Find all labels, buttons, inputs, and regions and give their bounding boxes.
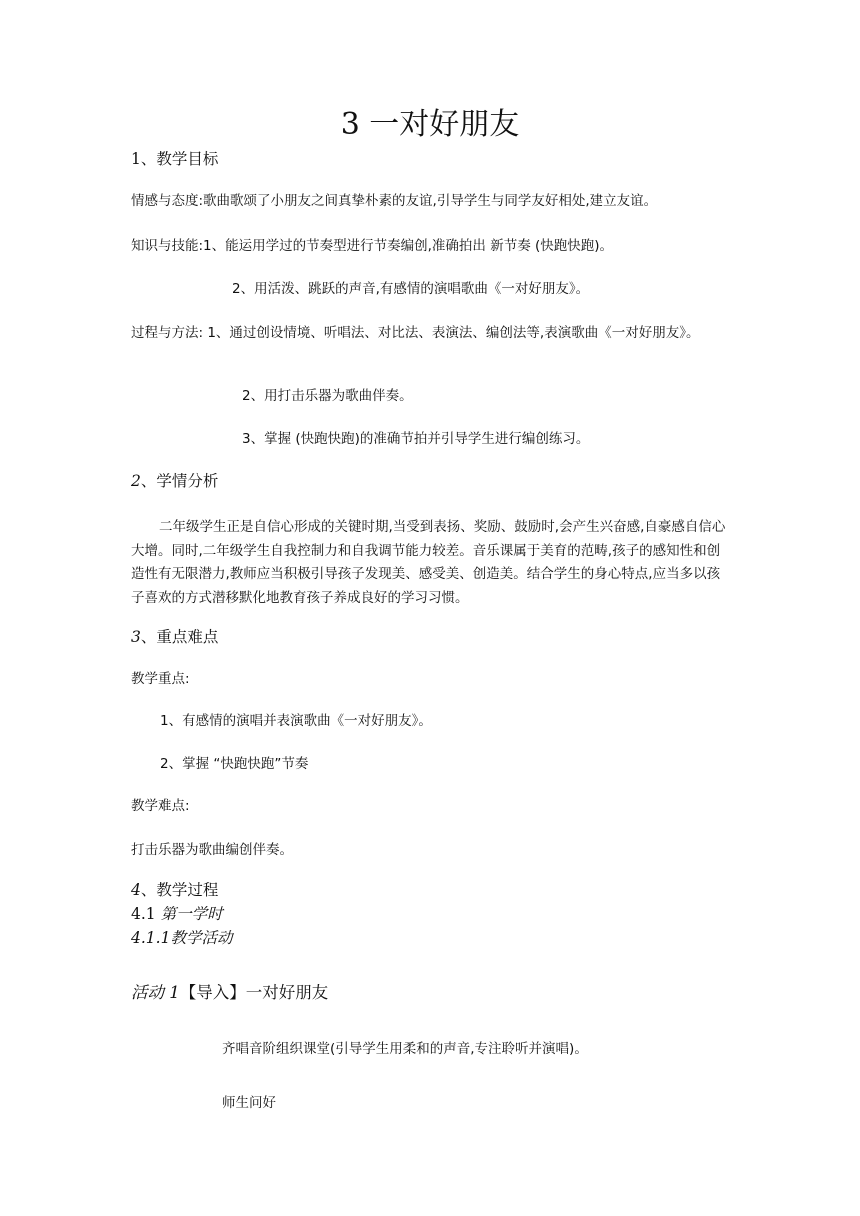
key-points-label: 教学重点: [131,671,190,687]
subsection-heading-activities [131,929,232,948]
section-heading-key-points [131,628,218,647]
subsection-heading-lesson-1 [131,905,223,924]
activity-line-2: 师生问好 [222,1095,276,1111]
subsection-text: 教学活动 [170,929,233,947]
section-heading-analysis [131,472,218,491]
subsection-number: 4.1 [131,905,161,923]
objective-method-3: 3、掌握 (快跑快跑)的准确节拍并引导学生进行编创练习。 [242,431,590,447]
activity-heading [131,983,328,1003]
heading-text: 、教学过程 [140,881,219,899]
heading-text: 、重点难点 [140,628,219,646]
key-point-2: 2、掌握 “快跑快跑”节奏 [160,756,309,772]
heading-number: 4 [131,881,141,899]
heading-number: 2 [131,472,141,490]
activity-title: 【导入】一对好朋友 [179,983,329,1002]
key-point-1: 1、有感情的演唱并表演歌曲《一对好朋友》。 [160,713,432,729]
section-heading-process [131,881,218,900]
heading-number: 3 [131,628,141,646]
difficulty-label: 教学难点: [131,798,190,814]
objective-method-1: 过程与方法: 1、通过创设情境、听唱法、对比法、表演法、编创法等,表演歌曲《一对好朋友》。 [131,325,700,341]
page-title: 3 一对好朋友 [340,107,520,142]
subsection-text: 第一学时 [160,905,223,923]
section-heading-objectives: 1、教学目标 [131,150,219,168]
difficulty-1: 打击乐器为歌曲编创伴奏。 [131,842,293,858]
objective-method-2: 2、用打击乐器为歌曲伴奏。 [242,388,413,404]
objective-skill-2: 2、用活泼、跳跃的声音,有感情的演唱歌曲《一对好朋友》。 [232,281,590,297]
objective-skill-1: 知识与技能:1、能运用学过的节奏型进行节奏编创,准确拍出 新节奏 (快跑快跑)。 [131,238,614,254]
activity-line-1: 齐唱音阶组织课堂(引导学生用柔和的声音,专注聆听并演唱)。 [222,1041,588,1057]
subsection-number: 4.1.1 [131,929,171,947]
activity-number: 活动 1 [131,983,180,1002]
heading-text: 、学情分析 [140,472,219,490]
objective-attitude: 情感与态度:歌曲歌颂了小朋友之间真挚朴素的友谊,引导学生与同学友好相处,建立友谊。 [131,193,658,209]
analysis-body: 二年级学生正是自信心形成的关键时期,当受到表扬、奖励、鼓励时,会产生兴奋感,自豪感自信心大增。同时,二年级学生自我控制力和自我调节能力较差。音乐课属于美育的范畴,孩子的感知性和创造性有无限潜力,教师应当积极引导孩子发现美、感受美、创造美。结合学生的身心特点,应当多以孩子喜欢的方式潜移默化地教育孩子养成良好的学习习惯。 [131,519,726,606]
